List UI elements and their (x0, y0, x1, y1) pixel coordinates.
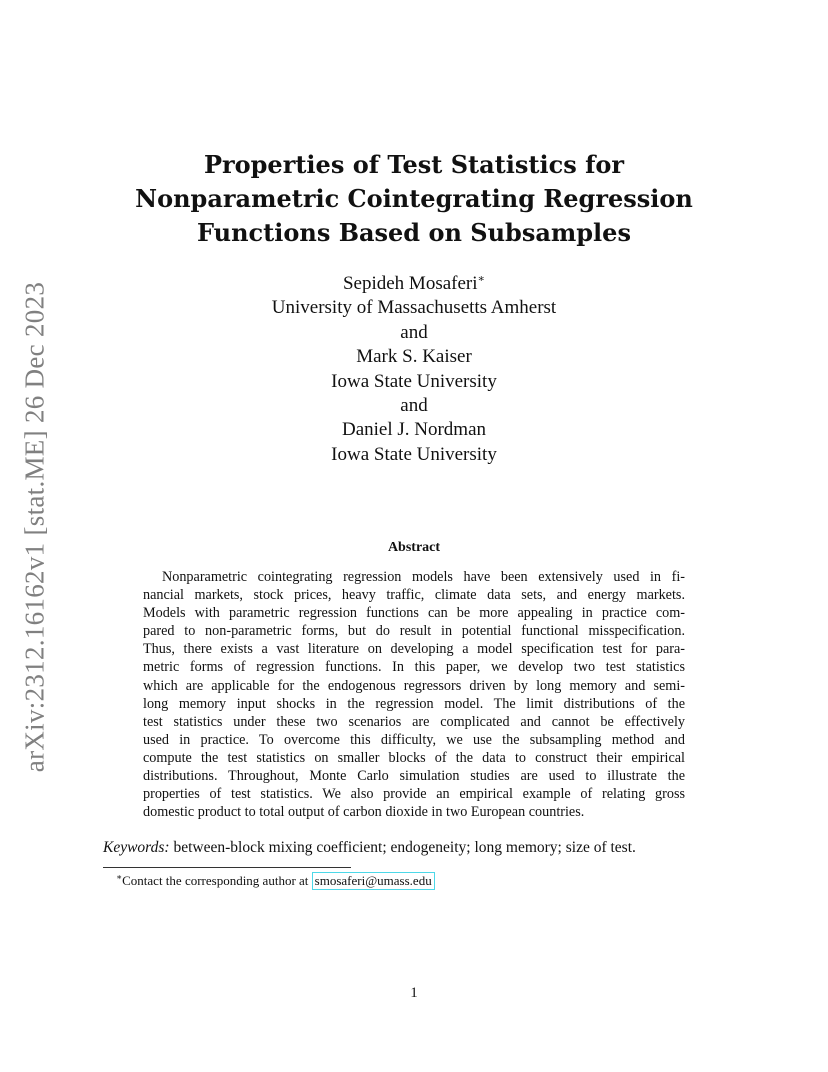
keywords-text: between-block mixing coefficient; endogeneity; long memory; size of test. (169, 839, 636, 856)
abstract-line: which are applicable for the endogenous regressors driven by long memory and semi- (143, 677, 685, 694)
abstract-line: nancial markets, stock prices, heavy traffic, climate data sets, and energy markets. (143, 587, 685, 604)
abstract-line: Models with parametric regression functions can be more appealing in practice com- (143, 605, 685, 622)
footnote-marker: ∗ (477, 273, 486, 285)
paper-title (80, 148, 748, 250)
title-line: Functions Based on Subsamples (197, 218, 631, 247)
abstract-line: domestic product to total output of carbon dioxide in two European countries. (143, 804, 585, 821)
footnote-marker: ∗ (116, 872, 123, 882)
footnote (116, 872, 435, 890)
abstract-line: distributions. Throughout, Monte Carlo simulation studies are used to illustrate the (143, 768, 685, 785)
author-affiliation: University of Massachusetts Amherst (271, 297, 557, 319)
author-block (180, 272, 648, 467)
author-name: Daniel J. Nordman (341, 419, 487, 441)
abstract-heading: Abstract (387, 540, 441, 555)
abstract-line: Thus, there exists a vast literature on developing a model specification test for para- (143, 641, 685, 658)
page-number: 1 (410, 985, 418, 1001)
author-separator: and (400, 321, 428, 343)
author-name: Mark S. Kaiser (356, 346, 472, 368)
abstract-line: properties of test statistics. We also provide an empirical example of relating gross (143, 786, 685, 803)
abstract-line: compute the test statistics on smaller blocks of the data to construct their empirical (143, 749, 685, 766)
author-name: Sepideh Mosaferi∗ (342, 273, 486, 294)
abstract-line: long memory input shocks in the regression model. The limit distributions of the (143, 695, 685, 712)
keywords-label: Keywords: (103, 839, 170, 856)
abstract-line: test statistics under these two scenarios are complicated and cannot be effectively (143, 713, 685, 730)
title-line: Properties of Test Statistics for (203, 150, 625, 179)
author-separator: and (400, 395, 428, 417)
author-affiliation: Iowa State University (331, 443, 497, 465)
author-affiliation: Iowa State University (331, 370, 497, 392)
keywords (103, 839, 725, 857)
footnote-divider (103, 867, 351, 868)
abstract-line: pared to non-parametric forms, but do result in potential functional misspecification. (143, 623, 685, 640)
abstract-body (143, 568, 685, 821)
arxiv-identifier-stamp: arXiv:2312.16162v1 [stat.ME] 26 Dec 2023 (19, 281, 50, 773)
abstract-line: used in practice. To overcome this difficulty, we use the subsampling method and (143, 731, 685, 748)
email-link[interactable]: smosaferi@umass.edu (312, 872, 435, 890)
title-line: Nonparametric Cointegrating Regression (135, 184, 693, 213)
footnote-text: Contact the corresponding author at (122, 873, 312, 888)
abstract-line: Nonparametric cointegrating regression models have been extensively used in fi- (162, 569, 685, 585)
abstract-line: metric forms of regression functions. In this paper, we develop two test statistics (143, 659, 685, 676)
